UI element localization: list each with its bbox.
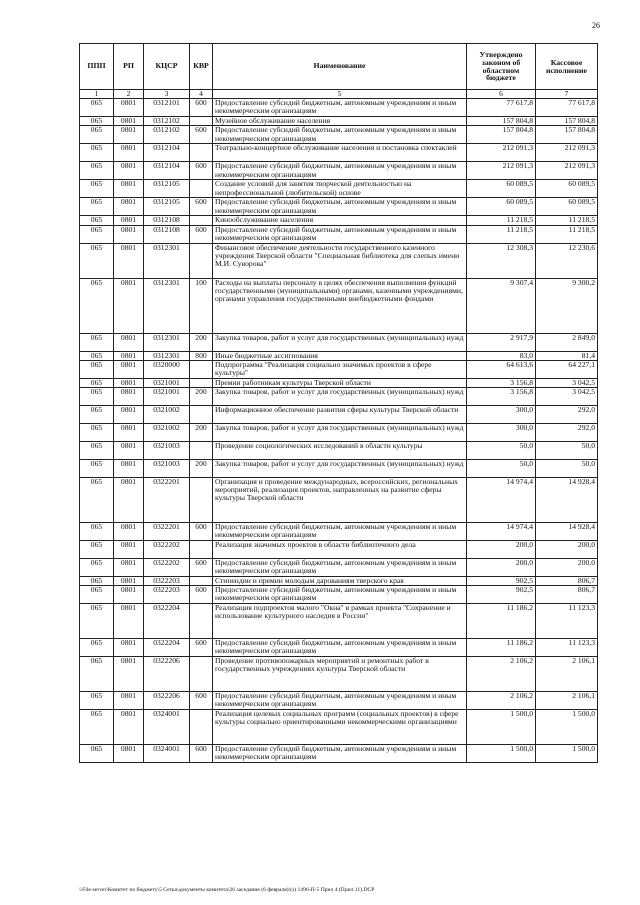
table-row — [80, 424, 598, 442]
cell-ppp: 065 — [80, 424, 114, 442]
cell-kcsr: 0312301 — [144, 351, 190, 360]
cell-kcsr: 0312105 — [144, 180, 190, 198]
cell-kcsr: 0322206 — [144, 692, 190, 710]
header-cash-execution: Кассовое исполнение — [536, 44, 598, 90]
column-index: 2 — [114, 90, 144, 99]
table-row — [80, 99, 598, 117]
cell-approved: 64 613,6 — [467, 360, 536, 378]
table-row — [80, 460, 598, 478]
cell-approved: 902,5 — [467, 577, 536, 586]
cell-kvr: 600 — [190, 225, 213, 243]
cell-kvr: 600 — [190, 126, 213, 144]
cell-name: Закупка товаров, работ и услуг для государственных (муниципальных) нужд — [213, 460, 467, 478]
cell-name: Предоставление субсидий бюджетным, автономным учреждениям и иным некоммерческим организациям — [213, 162, 467, 180]
cell-name: Предоставление субсидий бюджетным, автономным учреждениям и иным некоммерческим организациям — [213, 198, 467, 216]
cell-rp: 0801 — [114, 424, 144, 442]
cell-kcsr: 0321003 — [144, 460, 190, 478]
column-index-row — [80, 90, 598, 99]
cell-approved: 2 106,2 — [467, 692, 536, 710]
cell-kcsr: 0322206 — [144, 657, 190, 692]
cell-ppp: 065 — [80, 388, 114, 406]
table-row — [80, 541, 598, 559]
cell-ppp: 065 — [80, 577, 114, 586]
cell-name: Расходы на выплаты персоналу в целях обеспечения выполнения функций государственными (муниципальными) органами, казенными учреждениями, органами управления государственными внебюджетными фондами — [213, 278, 467, 333]
cell-rp: 0801 — [114, 162, 144, 180]
cell-ppp: 065 — [80, 657, 114, 692]
cell-rp: 0801 — [114, 460, 144, 478]
cell-cash-execution: 14 928,4 — [536, 523, 598, 541]
cell-rp: 0801 — [114, 559, 144, 577]
cell-kcsr: 0322203 — [144, 577, 190, 586]
cell-kcsr: 0312101 — [144, 99, 190, 117]
cell-approved: 2 917,9 — [467, 333, 536, 351]
cell-kvr — [190, 604, 213, 639]
cell-name: Предоставление субсидий бюджетным, автономным учреждениям и иным некоммерческим организациям — [213, 99, 467, 117]
cell-kvr — [190, 216, 213, 225]
cell-kvr: 600 — [190, 745, 213, 763]
cell-kvr — [190, 378, 213, 387]
cell-approved: 157 804,8 — [467, 126, 536, 144]
cell-cash-execution: 806,7 — [536, 586, 598, 604]
cell-name: Закупка товаров, работ и услуг для государственных (муниципальных) нужд — [213, 424, 467, 442]
cell-approved: 300,0 — [467, 424, 536, 442]
cell-approved: 2 106,2 — [467, 657, 536, 692]
table-row — [80, 710, 598, 745]
cell-name: Предоставление субсидий бюджетным, автономным учреждениям и иным некоммерческим организациям — [213, 225, 467, 243]
cell-kvr — [190, 243, 213, 278]
cell-kcsr: 0321001 — [144, 378, 190, 387]
cell-ppp: 065 — [80, 692, 114, 710]
cell-ppp: 065 — [80, 604, 114, 639]
cell-approved: 1 500,0 — [467, 710, 536, 745]
cell-ppp: 065 — [80, 460, 114, 478]
cell-cash-execution: 9 300,2 — [536, 278, 598, 333]
cell-kvr — [190, 117, 213, 126]
cell-name: Закупка товаров, работ и услуг для государственных (муниципальных) нужд — [213, 333, 467, 351]
cell-kvr — [190, 442, 213, 460]
cell-kvr: 600 — [190, 639, 213, 657]
cell-cash-execution: 77 617,8 — [536, 99, 598, 117]
cell-rp: 0801 — [114, 351, 144, 360]
cell-name: Закупка товаров, работ и услуг для государственных (муниципальных) нужд — [213, 388, 467, 406]
cell-approved: 11 218,5 — [467, 225, 536, 243]
table-row — [80, 745, 598, 763]
cell-kcsr: 0322201 — [144, 523, 190, 541]
table-row — [80, 692, 598, 710]
table-row — [80, 117, 598, 126]
cell-rp: 0801 — [114, 442, 144, 460]
cell-kcsr: 0324001 — [144, 710, 190, 745]
cell-approved: 83,0 — [467, 351, 536, 360]
cell-approved: 77 617,8 — [467, 99, 536, 117]
cell-rp: 0801 — [114, 406, 144, 424]
cell-rp: 0801 — [114, 577, 144, 586]
cell-ppp: 065 — [80, 559, 114, 577]
cell-kcsr: 0321002 — [144, 424, 190, 442]
cell-name: Подпрограмма "Реализация социально значимых проектов в сфере культуры" — [213, 360, 467, 378]
cell-approved: 12 308,3 — [467, 243, 536, 278]
cell-kcsr: 0321003 — [144, 442, 190, 460]
column-index: 5 — [213, 90, 467, 99]
table-row — [80, 604, 598, 639]
cell-rp: 0801 — [114, 144, 144, 162]
cell-approved: 300,0 — [467, 406, 536, 424]
cell-name: Стипендии и премии молодым дарованиям тверского края — [213, 577, 467, 586]
cell-ppp: 065 — [80, 541, 114, 559]
table-row — [80, 360, 598, 378]
cell-name: Предоставление субсидий бюджетным, автономным учреждениям и иным некоммерческим организациям — [213, 559, 467, 577]
cell-name: Предоставление субсидий бюджетным, автономным учреждениям и иным некоммерческим организациям — [213, 692, 467, 710]
cell-kvr: 800 — [190, 351, 213, 360]
cell-ppp: 065 — [80, 378, 114, 387]
cell-kvr: 600 — [190, 162, 213, 180]
cell-name: Реализация подпроектов малого "Окна" в рамках проекта "Сохранение и использование культурного наследия в России" — [213, 604, 467, 639]
cell-rp: 0801 — [114, 710, 144, 745]
cell-kcsr: 0324001 — [144, 745, 190, 763]
cell-ppp: 065 — [80, 216, 114, 225]
cell-cash-execution: 60 089,5 — [536, 180, 598, 198]
cell-approved: 60 089,5 — [467, 198, 536, 216]
cell-rp: 0801 — [114, 478, 144, 523]
cell-kvr: 200 — [190, 333, 213, 351]
cell-rp: 0801 — [114, 360, 144, 378]
cell-rp: 0801 — [114, 692, 144, 710]
cell-rp: 0801 — [114, 657, 144, 692]
cell-rp: 0801 — [114, 745, 144, 763]
cell-cash-execution: 212 091,3 — [536, 162, 598, 180]
cell-kcsr: 0312102 — [144, 117, 190, 126]
cell-ppp: 065 — [80, 442, 114, 460]
table-row — [80, 351, 598, 360]
cell-approved: 11 186,2 — [467, 639, 536, 657]
cell-kcsr: 0322204 — [144, 604, 190, 639]
cell-cash-execution: 1 500,0 — [536, 710, 598, 745]
cell-kcsr: 0312104 — [144, 144, 190, 162]
cell-approved: 200,0 — [467, 559, 536, 577]
table-row — [80, 523, 598, 541]
cell-kvr: 200 — [190, 388, 213, 406]
cell-ppp: 065 — [80, 333, 114, 351]
cell-cash-execution: 292,0 — [536, 406, 598, 424]
column-index: 7 — [536, 90, 598, 99]
cell-rp: 0801 — [114, 604, 144, 639]
cell-approved: 212 091,3 — [467, 144, 536, 162]
cell-ppp: 065 — [80, 225, 114, 243]
cell-name: Кинообслуживание населения — [213, 216, 467, 225]
cell-ppp: 065 — [80, 406, 114, 424]
header-ppp: ППП — [80, 44, 114, 90]
cell-rp: 0801 — [114, 541, 144, 559]
cell-approved: 14 974,4 — [467, 523, 536, 541]
cell-name: Предоставление субсидий бюджетным, автономным учреждениям и иным некоммерческим организациям — [213, 586, 467, 604]
table-header-row — [80, 44, 598, 90]
cell-kvr — [190, 710, 213, 745]
cell-kcsr: 0322201 — [144, 478, 190, 523]
cell-kvr: 200 — [190, 460, 213, 478]
cell-ppp: 065 — [80, 117, 114, 126]
cell-kcsr: 0322202 — [144, 559, 190, 577]
table-row — [80, 216, 598, 225]
cell-kcsr: 0312301 — [144, 243, 190, 278]
cell-kcsr: 0312301 — [144, 278, 190, 333]
header-name: Наименование — [213, 44, 467, 90]
cell-cash-execution: 157 804,8 — [536, 126, 598, 144]
cell-approved: 3 156,8 — [467, 378, 536, 387]
table-row — [80, 333, 598, 351]
cell-kvr: 200 — [190, 424, 213, 442]
cell-rp: 0801 — [114, 378, 144, 387]
cell-name: Финансовое обеспечение деятельности государственного казенного учреждения Тверской области "Специальная библиотека для слепых имени М.И. Суворова" — [213, 243, 467, 278]
cell-cash-execution: 292,0 — [536, 424, 598, 442]
cell-cash-execution: 200,0 — [536, 541, 598, 559]
cell-approved: 212 091,3 — [467, 162, 536, 180]
cell-rp: 0801 — [114, 388, 144, 406]
table-row — [80, 388, 598, 406]
cell-kcsr: 0312301 — [144, 333, 190, 351]
cell-name: Информационное обеспечение развития сферы культуры Тверской области — [213, 406, 467, 424]
cell-name: Премии работникам культуры Тверской области — [213, 378, 467, 387]
cell-name: Проведение социологических исследований в области культуры — [213, 442, 467, 460]
cell-kvr: 600 — [190, 99, 213, 117]
cell-ppp: 065 — [80, 144, 114, 162]
table-row — [80, 162, 598, 180]
cell-cash-execution: 212 091,3 — [536, 144, 598, 162]
cell-kcsr: 0321001 — [144, 388, 190, 406]
cell-kvr — [190, 180, 213, 198]
cell-cash-execution: 12 230,6 — [536, 243, 598, 278]
table-row — [80, 126, 598, 144]
cell-ppp: 065 — [80, 351, 114, 360]
cell-cash-execution: 11 123,3 — [536, 604, 598, 639]
cell-name: Создание условий для занятия творческой деятельностью на непрофессиональной (любительской) основе — [213, 180, 467, 198]
cell-approved: 157 804,8 — [467, 117, 536, 126]
cell-rp: 0801 — [114, 586, 144, 604]
header-approved: Утверждено законом об областном бюджете — [467, 44, 536, 90]
cell-cash-execution: 2 106,1 — [536, 657, 598, 692]
cell-rp: 0801 — [114, 198, 144, 216]
cell-ppp: 065 — [80, 710, 114, 745]
cell-kcsr: 0322203 — [144, 586, 190, 604]
cell-cash-execution: 11 218,5 — [536, 216, 598, 225]
cell-cash-execution: 1 500,0 — [536, 745, 598, 763]
cell-ppp: 065 — [80, 243, 114, 278]
cell-ppp: 065 — [80, 126, 114, 144]
table-row — [80, 180, 598, 198]
cell-rp: 0801 — [114, 278, 144, 333]
cell-ppp: 065 — [80, 639, 114, 657]
cell-kvr — [190, 406, 213, 424]
cell-rp: 0801 — [114, 523, 144, 541]
cell-kcsr: 0312108 — [144, 225, 190, 243]
cell-approved: 902,5 — [467, 586, 536, 604]
cell-approved: 200,0 — [467, 541, 536, 559]
cell-ppp: 065 — [80, 99, 114, 117]
cell-name: Музейное обслуживание населения — [213, 117, 467, 126]
table-row — [80, 657, 598, 692]
header-rp: РП — [114, 44, 144, 90]
table-row — [80, 639, 598, 657]
cell-cash-execution: 64 227,1 — [536, 360, 598, 378]
cell-cash-execution: 11 123,3 — [536, 639, 598, 657]
cell-name: Проведение противопожарных мероприятий и ремонтных работ в государственных учреждениях культуры Тверской области — [213, 657, 467, 692]
column-index: 6 — [467, 90, 536, 99]
cell-approved: 9 307,4 — [467, 278, 536, 333]
cell-kvr: 600 — [190, 586, 213, 604]
table-row — [80, 478, 598, 523]
table-row — [80, 577, 598, 586]
column-index: 3 — [144, 90, 190, 99]
cell-approved: 3 156,8 — [467, 388, 536, 406]
cell-rp: 0801 — [114, 216, 144, 225]
table-row — [80, 243, 598, 278]
cell-approved: 14 974,4 — [467, 478, 536, 523]
table-row — [80, 144, 598, 162]
cell-kvr: 600 — [190, 692, 213, 710]
table-row — [80, 406, 598, 424]
cell-cash-execution: 11 218,5 — [536, 225, 598, 243]
cell-kcsr: 0312105 — [144, 198, 190, 216]
cell-rp: 0801 — [114, 225, 144, 243]
header-kvr: КВР — [190, 44, 213, 90]
cell-cash-execution: 3 042,5 — [536, 378, 598, 387]
table-row — [80, 225, 598, 243]
cell-kcsr: 0322204 — [144, 639, 190, 657]
cell-kvr — [190, 541, 213, 559]
cell-kvr — [190, 657, 213, 692]
cell-rp: 0801 — [114, 180, 144, 198]
column-index: 1 — [80, 90, 114, 99]
page-number: 26 — [592, 21, 600, 30]
cell-kvr: 100 — [190, 278, 213, 333]
cell-cash-execution: 81,4 — [536, 351, 598, 360]
cell-ppp: 065 — [80, 523, 114, 541]
cell-ppp: 065 — [80, 180, 114, 198]
cell-approved: 50,0 — [467, 460, 536, 478]
cell-cash-execution: 157 804,8 — [536, 117, 598, 126]
cell-kcsr: 0320000 — [144, 360, 190, 378]
cell-approved: 60 089,5 — [467, 180, 536, 198]
cell-cash-execution: 806,7 — [536, 577, 598, 586]
table-row — [80, 378, 598, 387]
cell-kvr: 600 — [190, 559, 213, 577]
cell-approved: 1 500,0 — [467, 745, 536, 763]
cell-ppp: 065 — [80, 198, 114, 216]
cell-rp: 0801 — [114, 126, 144, 144]
cell-kvr — [190, 144, 213, 162]
cell-kcsr: 0321002 — [144, 406, 190, 424]
cell-cash-execution: 2 106,1 — [536, 692, 598, 710]
cell-rp: 0801 — [114, 243, 144, 278]
cell-name: Предоставление субсидий бюджетным, автономным учреждениям и иным некоммерческим организациям — [213, 523, 467, 541]
cell-ppp: 065 — [80, 586, 114, 604]
table-row — [80, 442, 598, 460]
cell-ppp: 065 — [80, 278, 114, 333]
cell-kcsr: 0312108 — [144, 216, 190, 225]
cell-name: Предоставление субсидий бюджетным, автономным учреждениям и иным некоммерческим организациям — [213, 745, 467, 763]
cell-kvr — [190, 577, 213, 586]
cell-rp: 0801 — [114, 117, 144, 126]
table-row — [80, 559, 598, 577]
cell-kvr: 600 — [190, 198, 213, 216]
cell-kvr — [190, 478, 213, 523]
cell-ppp: 065 — [80, 162, 114, 180]
cell-kcsr: 0322202 — [144, 541, 190, 559]
cell-rp: 0801 — [114, 99, 144, 117]
cell-name: Предоставление субсидий бюджетным, автономным учреждениям и иным некоммерческим организациям — [213, 126, 467, 144]
cell-name: Иные бюджетные ассигнования — [213, 351, 467, 360]
cell-kvr: 600 — [190, 523, 213, 541]
table-body — [80, 99, 598, 763]
budget-execution-table — [79, 43, 598, 763]
cell-name: Театрально-концертное обслуживание населения и постановка спектаклей — [213, 144, 467, 162]
cell-name: Реализация значимых проектов в области библиотечного дела — [213, 541, 467, 559]
cell-cash-execution: 200,0 — [536, 559, 598, 577]
cell-approved: 50,0 — [467, 442, 536, 460]
cell-cash-execution: 50,0 — [536, 460, 598, 478]
header-kcsr: КЦСР — [144, 44, 190, 90]
cell-cash-execution: 14 928,4 — [536, 478, 598, 523]
cell-cash-execution: 60 089,5 — [536, 198, 598, 216]
cell-name: Предоставление субсидий бюджетным, автономным учреждениям и иным некоммерческим организациям — [213, 639, 467, 657]
file-path-footer: \\File-server\Комитет по бюджету\5 Сетка\документы комитета\26 заседание (6 февраля)\(з) 1496-П-5 Прил 4 (Прил 11).DCP — [79, 887, 375, 893]
cell-rp: 0801 — [114, 333, 144, 351]
cell-ppp: 065 — [80, 745, 114, 763]
cell-kcsr: 0312102 — [144, 126, 190, 144]
cell-approved: 11 186,2 — [467, 604, 536, 639]
cell-ppp: 065 — [80, 478, 114, 523]
cell-cash-execution: 3 042,5 — [536, 388, 598, 406]
table-row — [80, 198, 598, 216]
cell-kvr — [190, 360, 213, 378]
table-row — [80, 586, 598, 604]
cell-ppp: 065 — [80, 360, 114, 378]
cell-cash-execution: 50,0 — [536, 442, 598, 460]
table-row — [80, 278, 598, 333]
cell-approved: 11 218,5 — [467, 216, 536, 225]
cell-rp: 0801 — [114, 639, 144, 657]
cell-name: Организация и проведение международных, всероссийских, региональных мероприятий, реализация проектов, направленных на развитие сферы культуры Тверской области — [213, 478, 467, 523]
column-index: 4 — [190, 90, 213, 99]
cell-name: Реализация целевых социальных программ (социальных проектов) в сфере культуры социально ориентированными некоммерческими организациями — [213, 710, 467, 745]
cell-kcsr: 0312104 — [144, 162, 190, 180]
cell-cash-execution: 2 849,0 — [536, 333, 598, 351]
